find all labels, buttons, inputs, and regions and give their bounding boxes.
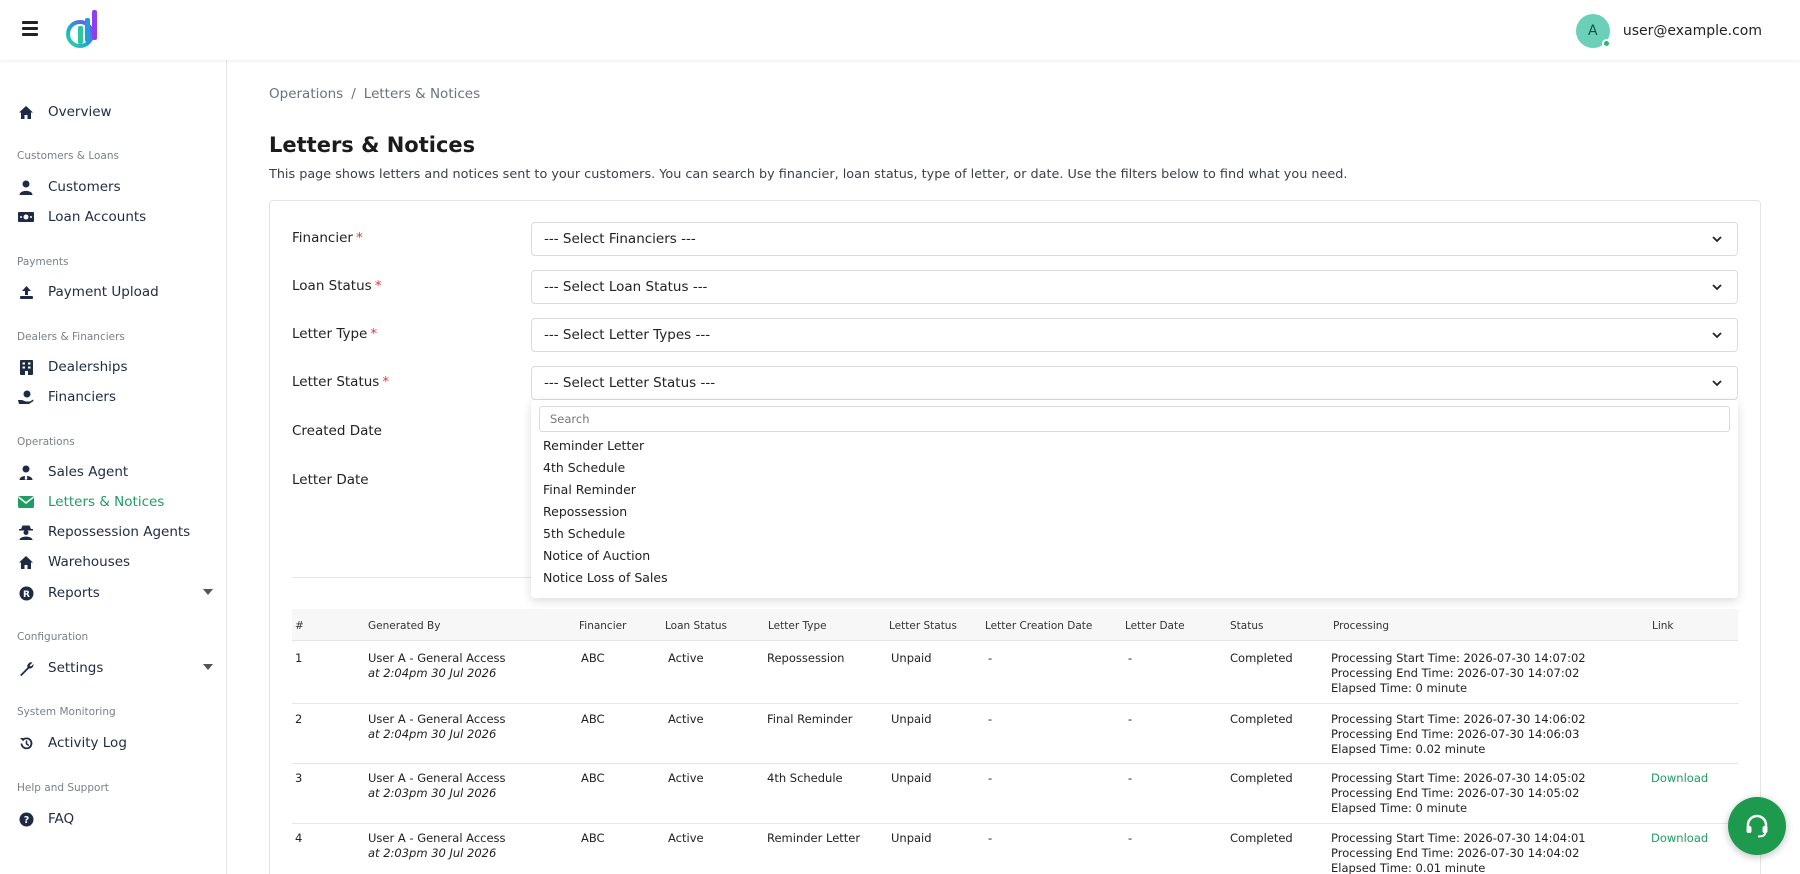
breadcrumb-separator: / <box>351 86 356 102</box>
letter-status-cell: Unpaid <box>891 712 932 726</box>
sidebar-item-label: Financiers <box>48 389 116 405</box>
letter-type-label <box>292 326 377 342</box>
question-circle-icon <box>18 811 34 827</box>
sidebar-section-operations: Operations <box>17 436 75 448</box>
financier-cell: ABC <box>581 771 605 785</box>
generated-at: at 2:04pm 30 Jul 2026 <box>368 666 497 680</box>
status-cell: Completed <box>1230 831 1293 845</box>
processing-elapsed: Elapsed Time: 0 minute <box>1331 681 1468 695</box>
sidebar-item-label: Activity Log <box>48 735 127 751</box>
letter-status-select[interactable] <box>531 366 1738 400</box>
sidebar-item-repossession-agents[interactable] <box>18 521 213 543</box>
generated-by-user: User A - General Access <box>368 831 506 845</box>
chevron-down-icon <box>1711 329 1723 341</box>
letter-status-label-text: Letter Status <box>292 374 380 390</box>
financier-select[interactable] <box>531 222 1738 256</box>
sidebar-item-label: Sales Agent <box>48 464 129 480</box>
processing-cell <box>1331 831 1586 874</box>
chevron-down-icon <box>1711 377 1723 389</box>
letter-status-dropdown <box>531 400 1738 598</box>
column-header-loan-status[interactable]: Loan Status <box>665 620 727 632</box>
letter-type-cell: Final Reminder <box>767 712 853 726</box>
processing-start: Processing Start Time: 2026-07-30 14:04:01 <box>1331 831 1586 845</box>
support-chat-button[interactable] <box>1728 797 1786 855</box>
sidebar-item-label: Customers <box>48 179 121 195</box>
hand-holding-dollar-icon <box>18 389 34 405</box>
sidebar-item-label: Letters & Notices <box>48 494 165 510</box>
sidebar-section-customers: Customers & Loans <box>17 150 119 162</box>
letter-creation-date-cell: - <box>988 771 993 785</box>
sidebar-item-label: Dealerships <box>48 359 128 375</box>
column-header-generated-by[interactable]: Generated By <box>368 620 441 632</box>
loan-status-cell: Active <box>668 712 704 726</box>
required-marker: * <box>370 326 378 342</box>
column-header-status[interactable]: Status <box>1230 620 1264 632</box>
sidebar-item-sales-agent[interactable] <box>18 461 213 483</box>
history-icon <box>18 735 34 751</box>
sidebar-item-label: Overview <box>48 104 112 120</box>
sidebar-section-help: Help and Support <box>17 782 109 794</box>
breadcrumb-link-operations[interactable]: Operations <box>269 86 344 102</box>
online-status-dot <box>1602 39 1611 48</box>
processing-start: Processing Start Time: 2026-07-30 14:07:02 <box>1331 651 1586 665</box>
sidebar-item-warehouses[interactable] <box>18 551 213 573</box>
row-divider <box>292 823 1738 824</box>
dropdown-option[interactable]: Final Reminder <box>543 482 636 497</box>
home-icon <box>18 104 34 120</box>
column-header-letter-creation-date[interactable]: Letter Creation Date <box>985 620 1093 632</box>
financier-cell: ABC <box>581 831 605 845</box>
dropdown-option[interactable]: Notice of Auction <box>543 548 651 563</box>
generated-at: at 2:03pm 30 Jul 2026 <box>368 846 497 860</box>
letter-date-cell: - <box>1128 831 1133 845</box>
generated-at: at 2:03pm 30 Jul 2026 <box>368 786 497 800</box>
processing-end: Processing End Time: 2026-07-30 14:05:02 <box>1331 786 1580 800</box>
sidebar-item-label: Repossession Agents <box>48 524 191 540</box>
financier-select-value: --- Select Financiers --- <box>544 231 696 247</box>
hamburger-icon[interactable] <box>22 21 38 35</box>
sidebar-section-monitoring: System Monitoring <box>17 706 116 718</box>
processing-cell <box>1331 771 1586 816</box>
chevron-down-icon <box>1711 233 1723 245</box>
row-number: 3 <box>295 771 303 785</box>
sidebar-item-label: Settings <box>48 660 104 676</box>
sidebar-item-dealerships[interactable] <box>18 356 213 378</box>
generated-by-cell <box>368 831 506 861</box>
money-bill-icon <box>18 209 34 225</box>
sidebar-item-label: Reports <box>48 585 100 601</box>
column-header-processing[interactable]: Processing <box>1333 620 1390 632</box>
letter-date-cell: - <box>1128 771 1133 785</box>
row-divider <box>292 703 1738 704</box>
letter-status-cell: Unpaid <box>891 651 932 665</box>
dropdown-option[interactable]: Notice Loss of Sales <box>543 570 668 585</box>
processing-end: Processing End Time: 2026-07-30 14:06:03 <box>1331 727 1580 741</box>
required-marker: * <box>355 230 363 246</box>
sidebar-item-letters-notices[interactable] <box>18 491 213 513</box>
letter-status-cell: Unpaid <box>891 831 932 845</box>
letter-creation-date-cell: - <box>988 651 993 665</box>
download-link[interactable]: Download <box>1651 771 1709 785</box>
column-header-number[interactable]: # <box>295 620 304 632</box>
letter-type-cell: Reminder Letter <box>767 831 861 845</box>
letter-type-label-text: Letter Type <box>292 326 368 342</box>
sidebar-item-settings[interactable] <box>18 657 213 679</box>
user-secret-icon <box>18 524 34 540</box>
chevron-down-icon <box>1711 281 1723 293</box>
processing-start: Processing Start Time: 2026-07-30 14:06:02 <box>1331 712 1586 726</box>
processing-elapsed: Elapsed Time: 0.01 minute <box>1331 861 1486 874</box>
column-header-letter-status[interactable]: Letter Status <box>889 620 957 632</box>
letter-status-cell: Unpaid <box>891 771 932 785</box>
chevron-down-icon[interactable] <box>203 589 213 595</box>
user-email[interactable]: user@example.com <box>1622 23 1762 39</box>
financier-cell: ABC <box>581 651 605 665</box>
row-number: 1 <box>295 651 303 665</box>
processing-cell <box>1331 712 1586 757</box>
breadcrumb <box>269 86 480 102</box>
financier-cell: ABC <box>581 712 605 726</box>
generated-by-cell <box>368 651 506 681</box>
letter-type-select[interactable] <box>531 318 1738 352</box>
download-link[interactable]: Download <box>1651 831 1709 845</box>
loan-status-label-text: Loan Status <box>292 278 372 294</box>
envelope-icon <box>18 494 34 510</box>
processing-cell <box>1331 651 1586 696</box>
financier-label <box>292 230 363 246</box>
top-bar <box>0 0 1800 60</box>
row-divider <box>292 763 1738 764</box>
sidebar-item-label: Payment Upload <box>48 284 159 300</box>
dropdown-option[interactable]: 4th Schedule <box>543 460 626 475</box>
dropdown-option[interactable]: Reminder Letter <box>543 438 645 453</box>
sidebar-item-customers[interactable] <box>18 176 213 198</box>
sidebar-item-financiers[interactable] <box>18 386 213 408</box>
svg-text:?: ? <box>23 814 29 826</box>
letter-creation-date-cell: - <box>988 712 993 726</box>
letter-date-label: Letter Date <box>292 472 369 488</box>
letter-type-cell: 4th Schedule <box>767 771 843 785</box>
processing-end: Processing End Time: 2026-07-30 14:07:02 <box>1331 666 1580 680</box>
sidebar-section-dealers: Dealers & Financiers <box>17 331 125 343</box>
chevron-down-icon[interactable] <box>203 664 213 670</box>
required-marker: * <box>382 374 390 390</box>
building-icon <box>18 359 34 375</box>
created-date-label: Created Date <box>292 423 382 439</box>
processing-elapsed: Elapsed Time: 0.02 minute <box>1331 742 1486 756</box>
user-tie-icon <box>18 464 34 480</box>
registered-icon <box>18 585 34 601</box>
sidebar-item-overview[interactable] <box>18 101 213 123</box>
dropdown-option[interactable]: 5th Schedule <box>543 526 626 541</box>
status-cell: Completed <box>1230 771 1293 785</box>
letter-status-select-value: --- Select Letter Status --- <box>544 375 716 391</box>
wrench-icon <box>18 660 34 676</box>
status-cell: Completed <box>1230 651 1293 665</box>
page-title: Letters & Notices <box>269 133 476 157</box>
loan-status-cell: Active <box>668 771 704 785</box>
loan-status-cell: Active <box>668 651 704 665</box>
generated-by-user: User A - General Access <box>368 771 506 785</box>
sidebar-section-payments: Payments <box>17 256 69 268</box>
generated-at: at 2:04pm 30 Jul 2026 <box>368 727 497 741</box>
sidebar-item-payment-upload[interactable] <box>18 281 213 303</box>
breadcrumb-current: Letters & Notices <box>363 86 481 102</box>
processing-end: Processing End Time: 2026-07-30 14:04:02 <box>1331 846 1580 860</box>
upload-icon <box>18 284 34 300</box>
letter-status-label <box>292 374 389 390</box>
processing-start: Processing Start Time: 2026-07-30 14:05:02 <box>1331 771 1586 785</box>
page-description: This page shows letters and notices sent to your customers. You can search by financier, loan status, type of letter, or date. Use the filters below to find what you need. <box>269 167 1348 182</box>
generated-by-cell <box>368 712 506 742</box>
row-number: 2 <box>295 712 303 726</box>
sidebar-item-label: Warehouses <box>48 554 131 570</box>
sidebar-item-label: FAQ <box>48 811 75 827</box>
letter-date-cell: - <box>1128 712 1133 726</box>
loan-status-select-value: --- Select Loan Status --- <box>544 279 708 295</box>
column-header-letter-date[interactable]: Letter Date <box>1125 620 1185 632</box>
app-logo[interactable] <box>66 8 104 48</box>
avatar[interactable] <box>1576 14 1610 48</box>
dropdown-option[interactable]: Repossession <box>543 504 628 519</box>
letter-type-cell: Repossession <box>767 651 845 665</box>
financier-label-text: Financier <box>292 230 353 246</box>
generated-by-user: User A - General Access <box>368 651 506 665</box>
column-header-letter-type[interactable]: Letter Type <box>768 620 827 632</box>
sidebar-item-reports[interactable] <box>18 582 213 604</box>
sidebar-item-loan-accounts[interactable] <box>18 206 213 228</box>
letter-creation-date-cell: - <box>988 831 993 845</box>
sidebar-item-activity-log[interactable] <box>18 732 213 754</box>
svg-text:R: R <box>22 589 30 600</box>
status-cell: Completed <box>1230 712 1293 726</box>
loan-status-cell: Active <box>668 831 704 845</box>
letter-date-cell: - <box>1128 651 1133 665</box>
headset-icon <box>1744 813 1770 839</box>
sidebar-section-configuration: Configuration <box>17 631 89 643</box>
loan-status-label <box>292 278 381 294</box>
row-number: 4 <box>295 831 303 845</box>
column-header-link[interactable]: Link <box>1652 620 1674 632</box>
column-header-financier[interactable]: Financier <box>579 620 627 632</box>
loan-status-select[interactable] <box>531 270 1738 304</box>
sidebar-item-label: Loan Accounts <box>48 209 147 225</box>
sidebar-item-faq[interactable] <box>18 808 213 830</box>
letter-type-select-value: --- Select Letter Types --- <box>544 327 711 343</box>
user-menu[interactable] <box>1576 14 1762 48</box>
required-marker: * <box>374 278 382 294</box>
processing-elapsed: Elapsed Time: 0 minute <box>1331 801 1468 815</box>
avatar-initial: A <box>1588 23 1598 39</box>
user-icon <box>18 179 34 195</box>
warehouse-icon <box>18 554 34 570</box>
generated-by-user: User A - General Access <box>368 712 506 726</box>
dropdown-search-input[interactable] <box>539 406 1730 432</box>
generated-by-cell <box>368 771 506 801</box>
